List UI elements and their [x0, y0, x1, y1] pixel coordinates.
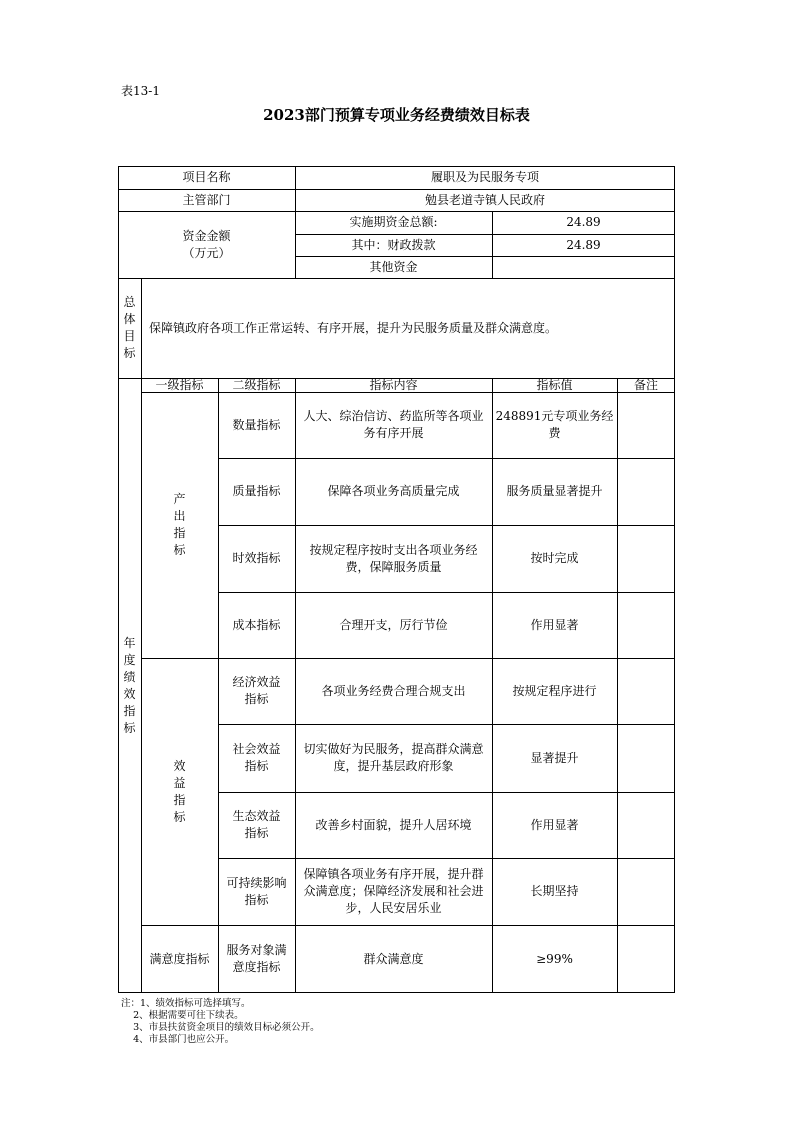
table-row-remark	[617, 724, 675, 792]
col-header-level1: 一级指标	[155, 377, 204, 392]
table-row-value: 按规定程序进行	[512, 683, 597, 698]
table-row-value: ≥99%	[536, 951, 573, 966]
table-row-content: 保障各项业务高质量完成	[327, 484, 460, 498]
table-row-content: 切实做好为民服务，提高群众满意度，提升基层政府形象	[303, 742, 484, 773]
table-row-level2: 生态效益指标	[232, 809, 281, 840]
table-row-remark	[617, 458, 675, 525]
project-name-label: 项目名称	[182, 170, 231, 184]
benefit-indicators-label	[141, 658, 218, 925]
table-row-remark	[617, 392, 675, 458]
overall-label-char: 标	[123, 346, 136, 360]
output-indicators-label	[141, 392, 218, 658]
total-funds-value: 24.89	[566, 215, 601, 229]
note-line: 4、市县部门也应公开。	[121, 1034, 235, 1045]
benefit-label-char: 益	[173, 775, 186, 790]
annual-label-char: 绩	[123, 669, 136, 684]
table-row-content: 按规定程序按时支出各项业务经费，保障服务质量	[309, 542, 478, 574]
note-line: 2、根据需要可往下续表。	[121, 1010, 244, 1021]
page-title: 2023部门预算专项业务经费绩效目标表	[263, 106, 530, 124]
table-row-content: 合理开支，厉行节俭	[339, 617, 448, 632]
col-header-value: 指标值	[536, 377, 573, 392]
funds-label-line2: （万元）	[182, 245, 231, 260]
table-row-value: 按时完成	[530, 551, 579, 565]
output-label-char: 指	[173, 526, 186, 540]
funds-label-line1: 资金金额	[182, 228, 231, 243]
overall-label-char: 目	[123, 329, 136, 343]
overall-label-char: 总	[123, 295, 136, 309]
note-line: 注：1、绩效指标可选择填写。	[121, 998, 251, 1009]
table-row-value: 长期坚持	[530, 884, 579, 898]
other-funds-label: 其他资金	[369, 259, 418, 274]
dept-value: 勉县老道寺镇人民政府	[424, 192, 545, 207]
table-row-value: 显著提升	[530, 750, 579, 765]
table-row-remark	[617, 792, 675, 858]
fiscal-funds-value: 24.89	[566, 237, 601, 252]
total-funds-label: 实施期资金总额:	[349, 215, 438, 229]
table-row-value: 服务质量显著提升	[506, 484, 603, 498]
col-header-content: 指标内容	[369, 377, 418, 392]
table-row-remark	[617, 658, 675, 724]
benefit-label-char: 指	[173, 792, 186, 807]
table-row-level2: 时效指标	[232, 551, 281, 565]
benefit-label-char: 标	[173, 809, 186, 824]
annual-label-char: 指	[123, 703, 136, 718]
notes	[121, 998, 320, 1046]
annual-label-char: 标	[123, 720, 136, 735]
table-row-remark	[617, 525, 675, 592]
annual-label-char: 年	[123, 635, 136, 650]
table-row-level2: 社会效益指标	[232, 742, 281, 773]
col-header-level2: 二级指标	[232, 377, 281, 392]
table-row-remark	[617, 925, 675, 993]
annual-indicators-label	[118, 378, 141, 993]
table-row-value: 248891元专项业务经费	[495, 409, 614, 440]
output-label-char: 出	[173, 509, 186, 523]
benefit-label-char: 效	[173, 758, 186, 773]
satisfaction-indicators-label: 满意度指标	[149, 951, 210, 966]
table-row-value: 作用显著	[530, 617, 579, 632]
project-name-value: 履职及为民服务专项	[430, 170, 539, 184]
annual-label-char: 效	[123, 686, 136, 701]
table-row-remark	[617, 858, 675, 925]
output-label-char: 标	[173, 543, 186, 557]
table-row-level2: 质量指标	[232, 484, 281, 498]
overall-target-label	[118, 278, 141, 378]
other-funds-value	[492, 256, 675, 278]
funds-label	[118, 211, 295, 278]
dept-label: 主管部门	[182, 192, 231, 207]
output-label-char: 产	[173, 492, 186, 506]
table-row-content: 改善乡村面貌，提升人居环境	[315, 817, 472, 832]
table-row-level2: 经济效益指标	[232, 675, 281, 706]
fiscal-funds-label: 其中：财政拨款	[351, 237, 436, 252]
table-row-value: 作用显著	[530, 817, 579, 832]
table-row-level2: 成本指标	[232, 617, 281, 632]
table-row-content: 人大、综治信访、药监所等各项业务有序开展	[303, 409, 484, 440]
table-row-level2: 服务对象满意度指标	[226, 943, 287, 974]
note-line: 3、市县扶贫资金项目的绩效目标必须公开。	[121, 1022, 320, 1033]
table-row-remark	[617, 592, 675, 658]
overall-label-char: 体	[123, 312, 136, 326]
table-row-content: 各项业务经费合理合规支出	[321, 683, 466, 698]
table-label: 表13-1	[121, 84, 160, 98]
overall-target-text: 保障镇政府各项工作正常运转、有序开展，提升为民服务质量及群众满意度。	[149, 320, 558, 335]
table-row-content: 保障镇各项业务有序开展，提升群众满意度；保障经济发展和社会进步，人民安居乐业	[303, 867, 484, 915]
col-header-remark: 备注	[633, 377, 658, 392]
table-row-level2: 可持续影响指标	[226, 875, 287, 907]
table-row-content: 群众满意度	[363, 951, 424, 966]
annual-label-char: 度	[123, 652, 136, 667]
table-row-level2: 数量指标	[232, 417, 281, 432]
